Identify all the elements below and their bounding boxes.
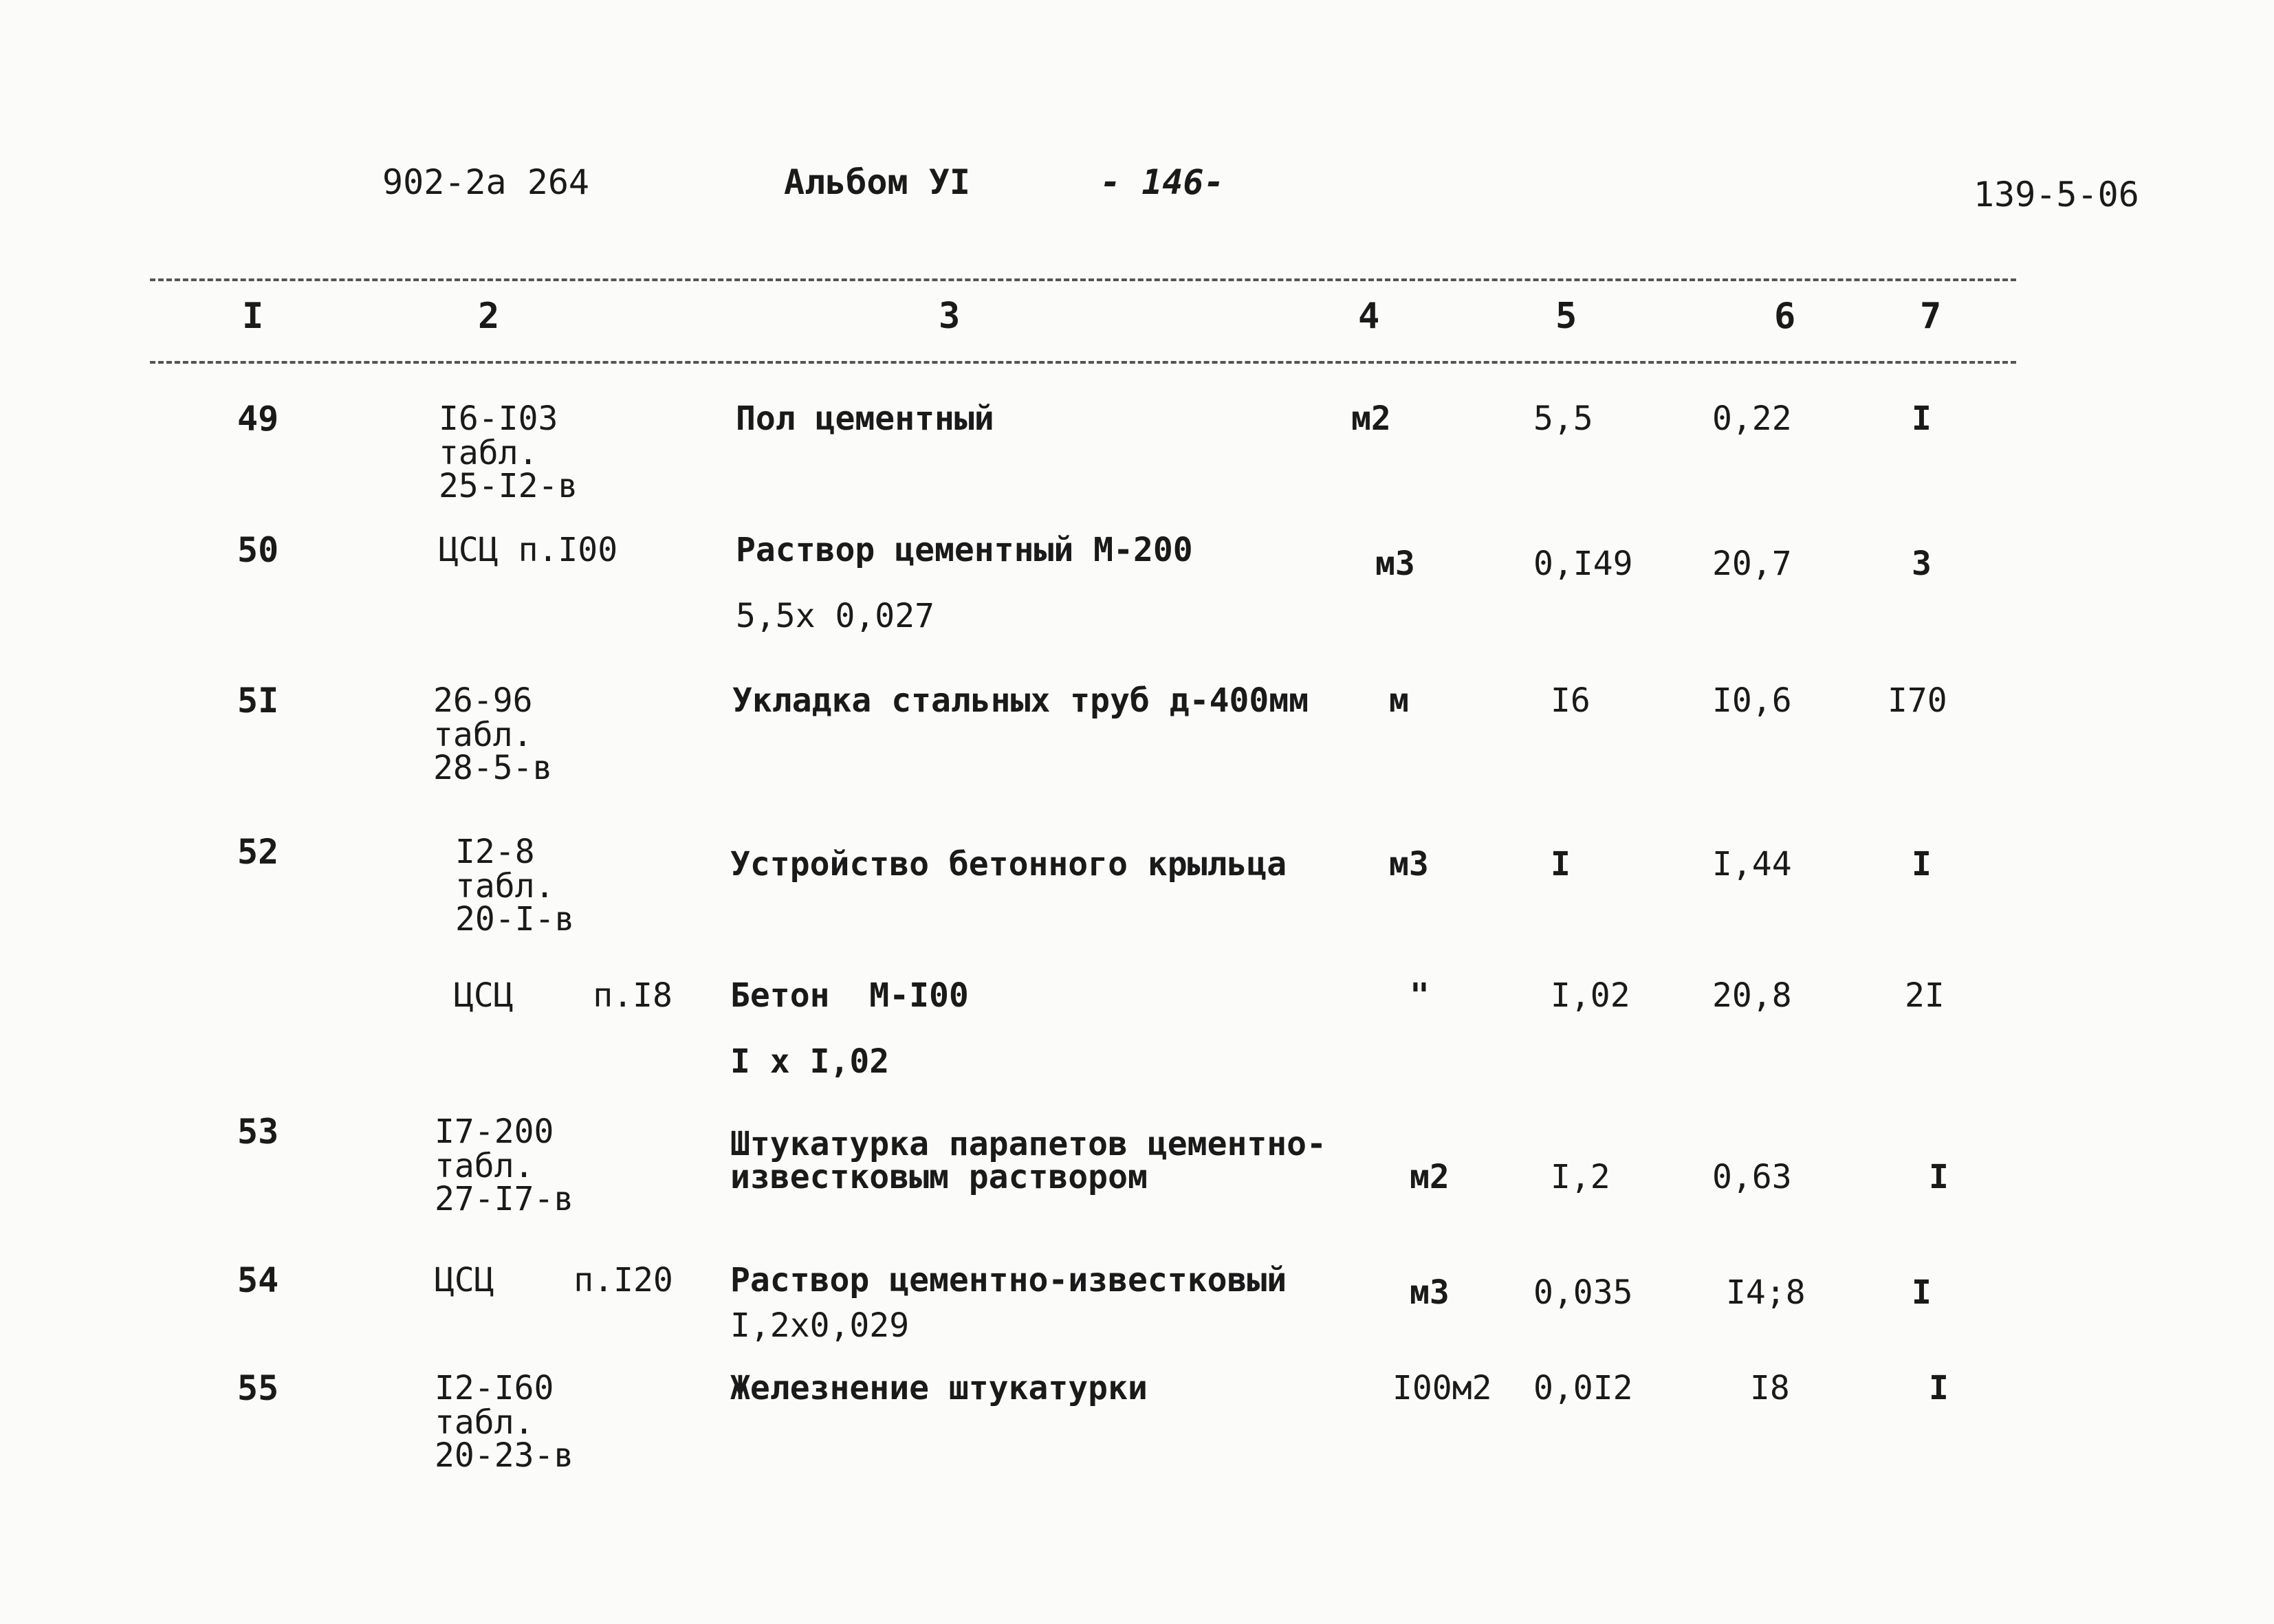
- work-description: известковым раствором: [730, 1158, 1148, 1196]
- unit-norm: I0,6: [1712, 681, 1792, 720]
- work-description: 5,5х 0,027: [736, 597, 934, 635]
- quantity: 5,5: [1533, 399, 1593, 438]
- row-number: 50: [237, 530, 279, 570]
- norm-reference: ЦСЦ п.I20: [435, 1261, 673, 1299]
- total: 3: [1912, 545, 1932, 583]
- column-header-6: 6: [1774, 296, 1796, 337]
- column-header-7: 7: [1920, 296, 1942, 337]
- norm-reference: табл.: [433, 716, 533, 754]
- column-header-3: 3: [939, 296, 961, 337]
- column-header-5: 5: [1555, 296, 1577, 337]
- work-description: I,2х0,029: [730, 1306, 910, 1345]
- work-description: Раствор цементный М-200: [736, 531, 1193, 569]
- work-description: Устройство бетонного крыльца: [730, 845, 1287, 884]
- unit: м2: [1351, 399, 1391, 438]
- row-number: 49: [237, 399, 279, 439]
- quantity: I,02: [1551, 976, 1630, 1015]
- work-description: Пол цементный: [736, 399, 994, 438]
- quantity: 0,035: [1533, 1273, 1633, 1312]
- norm-reference: I2-8: [455, 833, 535, 871]
- row-number: 54: [237, 1260, 279, 1300]
- page-number: - 146-: [1100, 162, 1225, 202]
- unit: м3: [1389, 845, 1429, 884]
- total: 2I: [1905, 976, 1945, 1015]
- column-header-1: I: [242, 296, 264, 337]
- unit: м: [1389, 681, 1409, 720]
- column-header-4: 4: [1358, 296, 1380, 337]
- table-top-rule: [150, 278, 2016, 281]
- unit-norm: 20,7: [1712, 545, 1792, 583]
- norm-reference: ЦСЦ п.I8: [454, 976, 673, 1015]
- total: I70: [1888, 681, 1947, 720]
- norm-reference: 26-96: [433, 681, 533, 720]
- quantity: 0,0I2: [1533, 1369, 1633, 1407]
- work-description: I х I,02: [730, 1042, 890, 1081]
- work-description: Штукатурка парапетов цементно-: [730, 1125, 1326, 1163]
- total: I: [1912, 845, 1932, 884]
- total: I: [1912, 1273, 1932, 1312]
- norm-reference: табл.: [435, 1403, 534, 1442]
- work-description: Бетон М-I00: [730, 976, 969, 1015]
- work-description: Укладка стальных труб д-400мм: [732, 681, 1309, 720]
- unit: м3: [1410, 1273, 1450, 1312]
- unit: ": [1410, 976, 1430, 1015]
- quantity: I6: [1551, 681, 1590, 720]
- unit-norm: I4;8: [1726, 1273, 1806, 1312]
- work-description: Железнение штукатурки: [730, 1369, 1148, 1407]
- norm-reference: 27-I7-в: [435, 1180, 574, 1218]
- norm-reference: ЦСЦ п.I00: [439, 531, 618, 569]
- row-number: 5I: [237, 681, 279, 721]
- norm-reference: 20-I-в: [455, 900, 575, 939]
- quantity: 0,I49: [1533, 545, 1633, 583]
- norm-reference: 28-5-в: [433, 749, 553, 787]
- column-header-2: 2: [478, 296, 500, 337]
- document-code: 902-2а 264: [382, 162, 590, 202]
- quantity: I: [1551, 845, 1571, 884]
- norm-reference: 25-I2-в: [439, 467, 578, 505]
- total: I: [1929, 1158, 1949, 1196]
- row-number: 52: [237, 832, 279, 872]
- sheet-code: 139-5-06: [1974, 175, 2139, 215]
- unit: м3: [1375, 545, 1415, 583]
- row-number: 55: [237, 1368, 279, 1408]
- row-number: 53: [237, 1112, 279, 1152]
- total: I: [1912, 399, 1932, 438]
- unit-norm: 0,22: [1712, 399, 1792, 438]
- unit: I00м2: [1392, 1369, 1492, 1407]
- norm-reference: I6-I03: [439, 399, 558, 438]
- unit-norm: I,44: [1712, 845, 1792, 884]
- quantity: I,2: [1551, 1158, 1610, 1196]
- table-header-rule: [150, 361, 2016, 364]
- unit-norm: 0,63: [1712, 1158, 1792, 1196]
- album-number: Альбом УI: [784, 162, 970, 202]
- norm-reference: табл.: [435, 1147, 534, 1185]
- unit-norm: 20,8: [1712, 976, 1792, 1015]
- unit: м2: [1410, 1158, 1450, 1196]
- norm-reference: табл.: [439, 434, 538, 472]
- unit-norm: I8: [1750, 1369, 1790, 1407]
- total: I: [1929, 1369, 1949, 1407]
- norm-reference: табл.: [455, 867, 555, 906]
- norm-reference: 20-23-в: [435, 1436, 574, 1475]
- norm-reference: I7-200: [435, 1112, 554, 1151]
- work-description: Раствор цементно-известковый: [730, 1261, 1287, 1299]
- norm-reference: I2-I60: [435, 1369, 554, 1407]
